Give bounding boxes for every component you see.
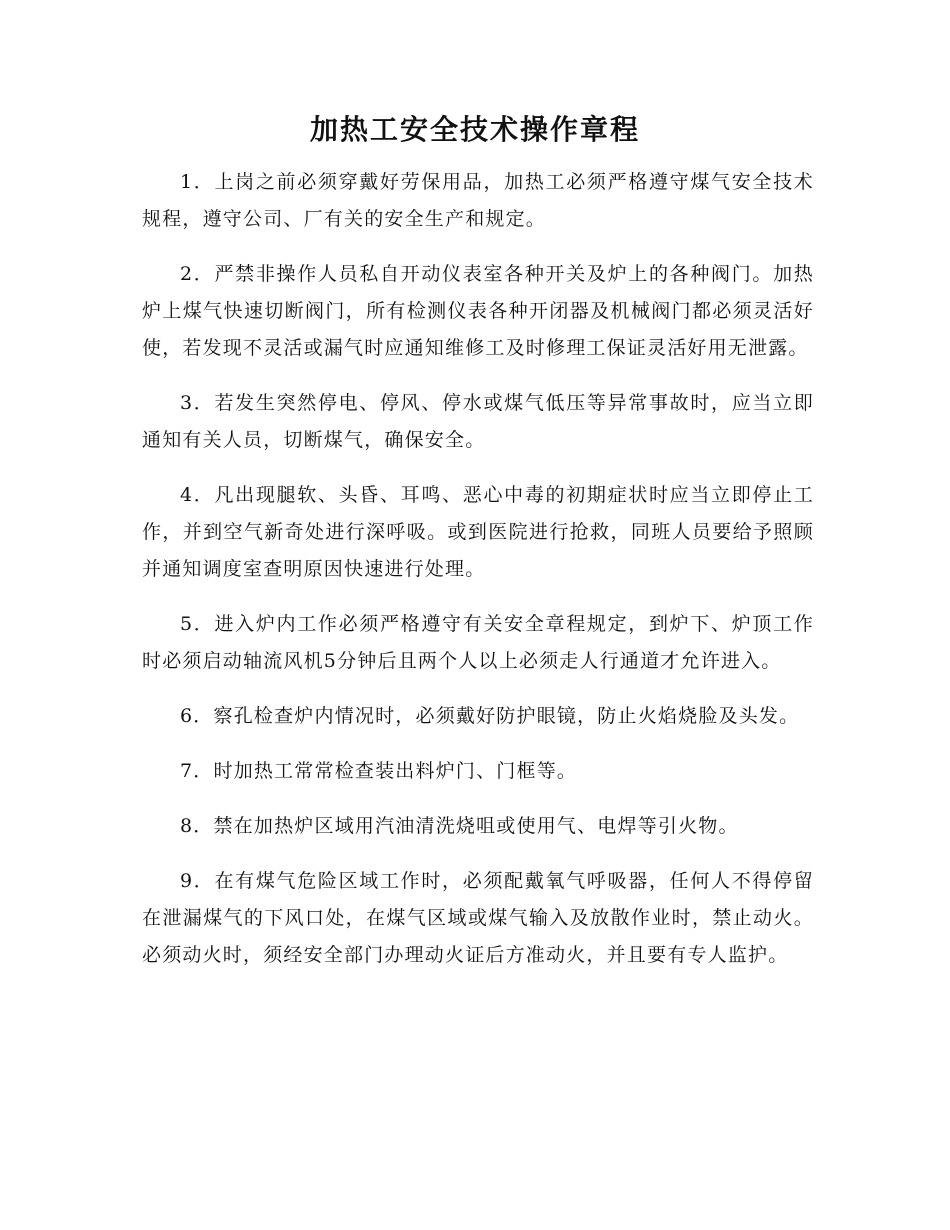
paragraph-8: 8．禁在加热炉区域用汽油清洗烧咀或使用气、电焊等引火物。	[180, 815, 739, 837]
paragraph-4: 4．凡出现腿软、头昏、耳鸣、恶心中毒的初期症状时应当立即停止工作，并到空气新奇处进行深呼吸。或到医院进行抢救，同班人员要给予照顾并通知调度室查明原因快速进行处理。	[142, 484, 814, 580]
paragraph-6: 6．察孔检查炉内情况时，必须戴好防护眼镜，防止火焰烧脸及头发。	[180, 705, 800, 727]
document-body	[142, 164, 814, 992]
paragraph-3: 3．若发生突然停电、停风、停水或煤气低压等异常事故时，应当立即通知有关人员，切断煤气，确保安全。	[142, 392, 814, 451]
paragraph-9: 9．在有煤气危险区域工作时，必须配戴氧气呼吸器，任何人不得停留在泄漏煤气的下风口处，在煤气区域或煤气输入及放散作业时，禁止动火。必须动火时，须经安全部门办理动火证后方准动火，并且要有专人监护。	[142, 870, 814, 966]
paragraph-7: 7．时加热工常常检查装出料炉门、门框等。	[180, 760, 578, 782]
paragraph-1: 1．上岗之前必须穿戴好劳保用品，加热工必须严格遵守煤气安全技术规程，遵守公司、厂有关的安全生产和规定。	[142, 171, 814, 230]
paragraph-5: 5．进入炉内工作必须严格遵守有关安全章程规定，到炉下、炉顶工作时必须启动轴流风机5分钟后且两个人以上必须走人行通道才允许进入。	[142, 613, 814, 672]
document-title: 加热工安全技术操作章程	[309, 113, 640, 146]
paragraph-2: 2．严禁非操作人员私自开动仪表室各种开关及炉上的各种阀门。加热炉上煤气快速切断阀门，所有检测仪表各种开闭器及机械阀门都必须灵活好使，若发现不灵活或漏气时应通知维修工及时修理工保证灵活好用无泄露。	[142, 263, 814, 359]
